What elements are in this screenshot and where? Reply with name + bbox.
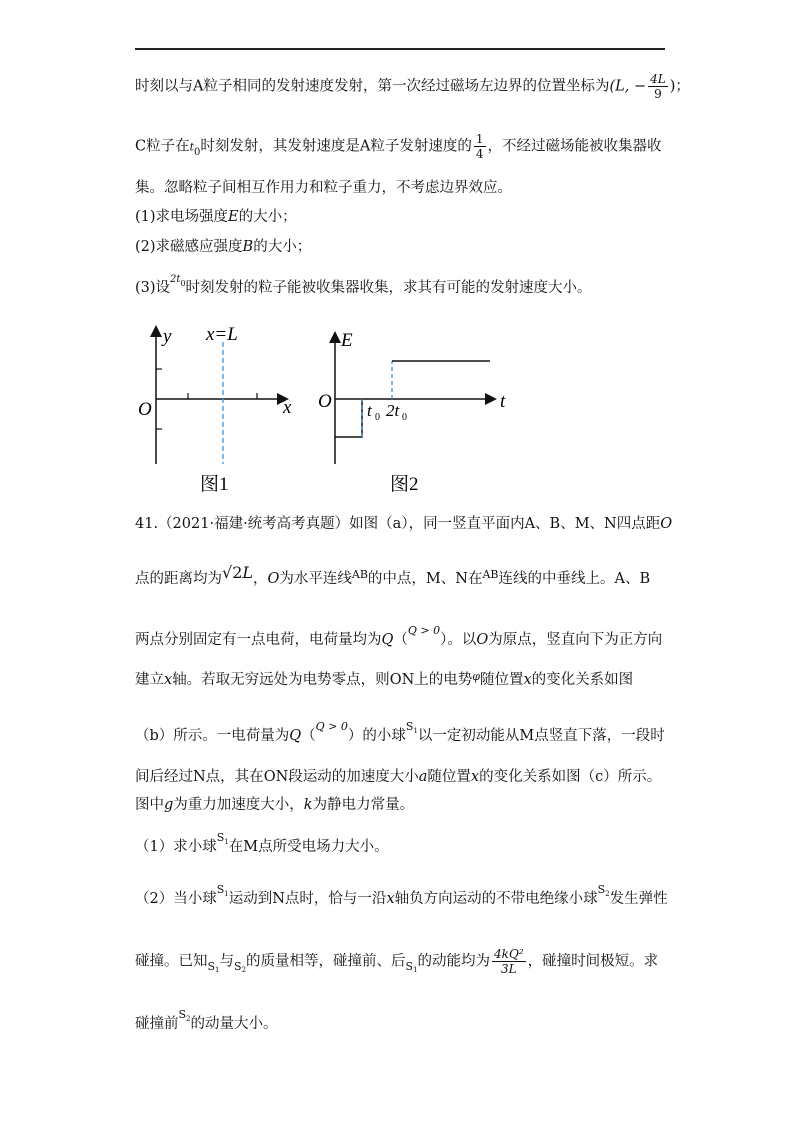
problem-41-line-11 (135, 1008, 278, 1036)
text: 以一定初动能从M点竖直下落，一段时 (417, 728, 665, 744)
text: 为静电力常量。 (312, 797, 415, 813)
fraction (648, 72, 668, 101)
2t0-subscript: 0 (402, 412, 407, 423)
2t0-label: 2t (386, 401, 400, 420)
t0-symbol: t (189, 140, 195, 154)
text: ， (253, 571, 268, 587)
symbol-S2: S (234, 959, 242, 973)
subscript: 1 (224, 838, 229, 846)
para-line-1 (135, 72, 690, 101)
subscript: 1 (224, 890, 229, 898)
symbol-Q: Q (381, 632, 394, 648)
origin-label: O (318, 391, 332, 412)
fraction-numerator: 4L (650, 72, 666, 86)
text: 为原点，竖直向下为正方向 (488, 632, 663, 648)
fraction-denominator: 9 (654, 87, 662, 101)
E-axis-label: E (341, 330, 353, 351)
symbol-B: B (242, 239, 254, 255)
symbol-x: x (523, 672, 532, 688)
text: 的变化关系如图 (531, 672, 634, 688)
symbol-AB: AB (351, 568, 368, 581)
text: 时刻以与A粒子相同的发射速度发射，第一次经过磁场左边界的位置坐标为 (135, 78, 610, 95)
problem-41-line-3 (135, 624, 663, 651)
text: 的质量相等，碰撞前、后 (246, 953, 406, 970)
coord-open: (L, − (609, 78, 647, 95)
subscript: 1 (413, 965, 418, 974)
text: ，不经过磁场能被收集器收 (487, 138, 662, 155)
problem-41-question-2 (135, 883, 668, 911)
symbol-S1: S (405, 959, 414, 973)
symbol-O: O (267, 571, 280, 587)
symbol-S2: S (178, 1008, 187, 1021)
2t0-symbol: 2t (170, 274, 181, 285)
fraction-numerator: 4kQ² (494, 947, 524, 961)
fraction-kinetic-energy (492, 947, 526, 976)
symbol-S1: S (207, 959, 216, 973)
text: （ (393, 632, 408, 648)
symbol-S1: S (216, 831, 225, 844)
symbol-S1: S (405, 720, 414, 733)
t-axis-label: t (500, 391, 506, 412)
symbol-x: x (164, 672, 173, 688)
figures (120, 320, 540, 500)
figure-2 (318, 330, 506, 495)
text: 两点分别固定有一点电荷，电荷量均为 (135, 632, 382, 648)
text: 上的电势 (414, 672, 473, 688)
question-3 (135, 274, 592, 300)
condition-Q-positive: Q > 0 (315, 720, 348, 733)
subscript: 2 (241, 965, 247, 974)
text: 随位置 (427, 769, 471, 785)
symbol-g: g (164, 797, 174, 813)
text: （1）求小球 (135, 839, 217, 855)
symbol-x: x (386, 891, 395, 907)
E-negative-segment (335, 399, 362, 437)
text: (2)求磁感应强度 (135, 239, 243, 255)
text: 图中 (135, 797, 164, 813)
text: 为水平连线 (279, 571, 352, 587)
question-1 (135, 207, 297, 227)
problem-41-line-6 (135, 767, 661, 787)
subscript: 2 (186, 1015, 191, 1023)
x-axis-label: x (283, 397, 292, 418)
text: 为重力加速度大小， (173, 797, 304, 813)
text: (3)设 (135, 280, 171, 296)
text: 在M点所受电场力大小。 (228, 839, 389, 855)
question-2 (135, 237, 311, 257)
text: ）的小球 (347, 728, 406, 744)
text: 连线的中垂线上。A、B (498, 571, 651, 587)
symbol-L: L (242, 563, 253, 582)
symbol-a: a (418, 769, 428, 785)
subscript: 0 (180, 279, 186, 288)
symbol-O: O (660, 516, 673, 532)
problem-41-line-4 (135, 670, 633, 691)
text: 轴负方向运动的不带电绝缘小球 (394, 891, 598, 907)
fraction (474, 132, 486, 161)
origin-label: O (138, 399, 152, 420)
line-label: x=L (206, 324, 238, 345)
symbol-ON: ON (389, 672, 415, 688)
problem-41-line-7 (135, 795, 414, 815)
text: 间后经过N点，其在 (135, 769, 264, 785)
fraction-denominator: 3L (501, 962, 517, 976)
text: 的变化关系如图（c）所示。 (479, 769, 662, 785)
subscript: 0 (194, 146, 201, 158)
text: （2）当小球 (135, 891, 217, 907)
t0-subscript: 0 (375, 412, 380, 423)
subscript: 1 (413, 727, 418, 735)
condition-Q-positive: Q > 0 (407, 624, 441, 637)
text: 的动能均为 (417, 953, 491, 970)
text: 轴。若取无穷远处为电势零点，则 (172, 672, 390, 688)
t0-label: t (367, 401, 372, 420)
top-rule (135, 48, 665, 50)
symbol-Q: Q (289, 728, 302, 744)
figure-1-caption: 图1 (200, 474, 229, 495)
text: 时刻发射，其发射速度是A粒子发射速度的 (200, 138, 472, 155)
problem-41-line-5 (135, 720, 665, 748)
problem-41-line-10 (135, 947, 658, 976)
text: 与 (219, 953, 235, 970)
y-axis-label: y (163, 326, 172, 347)
symbol-k: k (303, 797, 313, 813)
symbol-AB: AB (482, 568, 499, 581)
symbol-ON: ON (263, 769, 289, 785)
text: 建立 (135, 672, 164, 688)
figure-1 (138, 324, 292, 495)
text: 的大小； (253, 239, 312, 255)
text: 的大小； (238, 209, 297, 225)
symbol-S1: S (216, 883, 225, 896)
text: （ (301, 728, 316, 744)
coord-close: )； (669, 78, 690, 95)
para-line-3: 集。忽略粒子间相互作用力和粒子重力，不考虑边界效应。 (135, 180, 512, 196)
text: ，碰撞时间极短。求 (527, 953, 659, 970)
text: 碰撞前 (135, 1016, 179, 1032)
fraction-numerator: 1 (475, 132, 484, 146)
symbol-x: x (470, 769, 480, 785)
problem-41-line-2 (135, 563, 651, 590)
symbol-E: E (228, 209, 239, 225)
text: （b）所示。一电荷量为 (135, 728, 290, 744)
text: C粒子在 (135, 138, 190, 155)
text: ）。以 (440, 632, 477, 648)
problem-41-question-1 (135, 831, 389, 859)
symbol-O: O (476, 632, 489, 648)
subscript: 1 (215, 965, 220, 974)
text: 时刻发射的粒子能被收集器收集，求其有可能的发射速度大小。 (185, 280, 592, 296)
text: 运动到N点时，恰与一沿 (228, 891, 387, 907)
subscript: 2 (605, 890, 610, 898)
text: (1)求电场强度 (135, 209, 229, 225)
text: 的动量大小。 (190, 1016, 278, 1032)
symbol-S2: S (597, 883, 606, 896)
sqrt-2: √2 (222, 563, 243, 582)
para-line-2 (135, 132, 662, 161)
text: 段运动的加速度大小 (288, 769, 419, 785)
text: 点的距离均为 (135, 571, 222, 587)
text: 随位置 (479, 672, 524, 688)
text: 碰撞。已知 (135, 953, 208, 970)
fraction-denominator: 4 (475, 147, 484, 161)
text: 发生弹性 (609, 891, 668, 907)
text: 的中点，M、N在 (367, 571, 483, 587)
figure-2-caption: 图2 (390, 474, 419, 495)
text: 41.（2021·福建·统考高考真题）如图（a），同一竖直平面内A、B、M、N四点距 (135, 516, 661, 532)
symbol-phi: φ (472, 670, 480, 683)
problem-41-line-1 (135, 514, 672, 534)
